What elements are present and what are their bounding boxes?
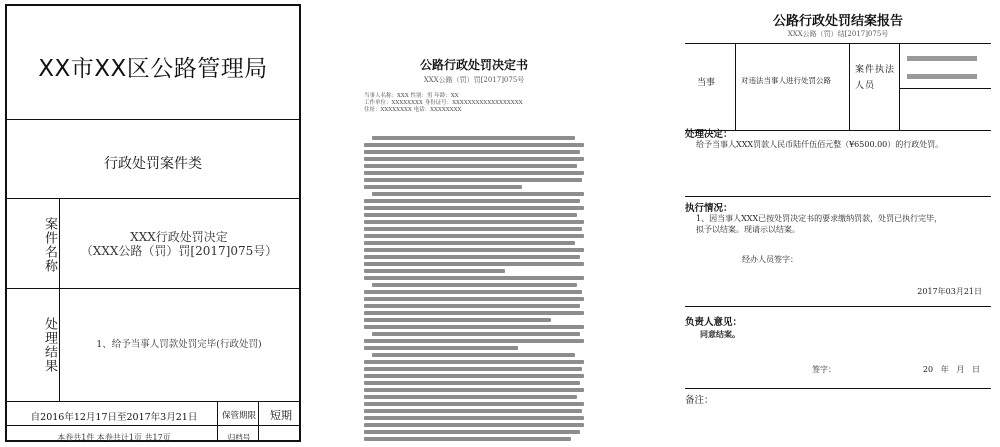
decision-text-line	[364, 367, 582, 371]
decision-text-line	[364, 227, 582, 231]
decision-text-line	[364, 395, 577, 399]
report-title: 公路行政处罚结案报告	[772, 14, 903, 29]
divider	[7, 425, 299, 426]
leader-date: 20 年 月 日	[922, 365, 980, 374]
decision-text-line	[364, 339, 584, 343]
party-info-line: 工作单位：XXXXXXXX 身份证号：XXXXXXXXXXXXXXXXXX	[364, 100, 523, 106]
decision-text-line	[364, 346, 518, 350]
decision-text-line	[364, 199, 580, 203]
decision-text-line	[364, 437, 571, 441]
decision-text-line	[364, 241, 575, 245]
column-divider	[59, 198, 60, 401]
decision-text-line	[364, 360, 584, 364]
redacted-enforcer	[907, 74, 977, 79]
decision-text-line	[364, 262, 584, 266]
archive-number-label: 归档号	[227, 433, 251, 442]
decision-text-line	[364, 325, 584, 329]
party-info	[364, 93, 584, 114]
decision-text-line	[364, 276, 584, 280]
decision-text-line	[364, 402, 584, 406]
leader-opinion: 同意结案。	[700, 329, 740, 339]
page-count: 本卷共1件 本卷共计1页 共17页	[57, 433, 171, 442]
decision-heading: 处理决定：	[685, 129, 733, 140]
decision-text-line	[364, 374, 584, 378]
date-range: 自2016年12月17日至2017年3月21日	[30, 412, 198, 423]
decision-text-line	[364, 381, 580, 385]
decision-text-line	[364, 416, 584, 420]
decision-text-line	[364, 409, 582, 413]
party-info-line: 住址：XXXXXXXX 电话：XXXXXXXX	[364, 107, 462, 113]
decision-text-line	[364, 206, 584, 210]
decision-text-line	[364, 150, 580, 154]
decision-text-line	[372, 332, 580, 336]
decision-text-line	[364, 318, 551, 322]
retention-value: 短期	[270, 409, 292, 422]
divider	[685, 196, 991, 197]
agency-title: XX市XX区公路管理局	[38, 56, 268, 82]
decision-text-line	[372, 136, 575, 140]
decision-text-line	[372, 283, 577, 287]
column-divider	[258, 401, 259, 440]
party-value: 对违法当事人进行处罚公路	[741, 76, 831, 85]
party-info-line: 当事人名称：XXX 性别：男 年龄：XX	[364, 93, 459, 99]
decision-text-line	[364, 234, 584, 238]
report-header-table	[685, 43, 991, 131]
decision-text-line	[364, 304, 580, 308]
decision-text-line	[364, 178, 582, 182]
divider	[685, 388, 991, 389]
case-category: 行政处罚案件类	[104, 156, 202, 172]
closing-report-page	[682, 8, 994, 443]
case-name-label: 案件名称	[42, 217, 57, 273]
archive-cover-page	[5, 4, 301, 442]
decision-text-line	[364, 311, 584, 315]
divider	[7, 288, 299, 289]
decision-text-line	[364, 164, 577, 168]
divider	[685, 306, 991, 307]
decision-text-line	[364, 213, 577, 217]
divider	[7, 198, 299, 199]
case-name-line-2: （XXX公路（罚）罚[2017]075号）	[80, 244, 278, 258]
decision-text-line	[364, 248, 584, 252]
decision-text-line	[364, 185, 522, 189]
handler-signature-label: 经办人员签字：	[742, 255, 798, 264]
leader-signature-label: 签字：	[812, 365, 836, 374]
execution-line: 拟予以结案。现请示以结案。	[696, 225, 800, 234]
party-label: 当事	[697, 78, 716, 88]
execution-heading: 执行情况：	[685, 203, 733, 214]
decision-text-line	[364, 269, 505, 273]
case-name-value	[63, 230, 295, 258]
decision-body-text	[364, 136, 584, 399]
penalty-decision-page	[358, 48, 590, 405]
handler-date: 2017年03月21日	[917, 287, 982, 296]
result-label: 处理结果	[42, 317, 57, 373]
decision-text-line	[364, 430, 580, 434]
decision-text-line	[364, 297, 584, 301]
decision-text-line	[364, 290, 582, 294]
column-divider	[217, 401, 218, 440]
decision-title: 公路行政处罚决定书	[419, 58, 528, 72]
decision-text-line	[364, 143, 584, 147]
decision-text-line	[364, 220, 584, 224]
decision-text-line	[372, 192, 584, 196]
leader-opinion-heading: 负责人意见：	[685, 317, 743, 328]
remarks-label: 备注：	[685, 395, 714, 406]
retention-label: 保管期限	[221, 411, 256, 421]
result-text: 1、给予当事人罚款处罚完毕(行政处罚)	[96, 339, 262, 350]
execution-line: 1、因当事人XXX已按处罚决定书的要求缴纳罚款，处罚已执行完毕，	[696, 214, 943, 223]
decision-text: 给予当事人XXX罚款人民币陆仟伍佰元整（¥6500.00）的行政处罚。	[696, 140, 944, 149]
report-doc-number: XXX公路（罚）结[2017]075号	[787, 30, 889, 38]
divider	[7, 119, 299, 120]
decision-text-line	[364, 388, 584, 392]
decision-text-line	[364, 255, 580, 259]
enforcer-label: 案件执法人员	[855, 65, 896, 91]
divider	[7, 401, 299, 402]
decision-text-line	[372, 353, 575, 357]
decision-doc-number: XXX公路（罚）罚[2017]075号	[423, 76, 525, 84]
redacted-enforcer	[907, 56, 977, 61]
execution-text	[696, 213, 986, 235]
decision-text-line	[364, 171, 584, 175]
decision-text-line	[364, 423, 584, 427]
case-name-line-1: XXX行政处罚决定	[130, 230, 228, 244]
decision-text-line	[364, 157, 584, 161]
